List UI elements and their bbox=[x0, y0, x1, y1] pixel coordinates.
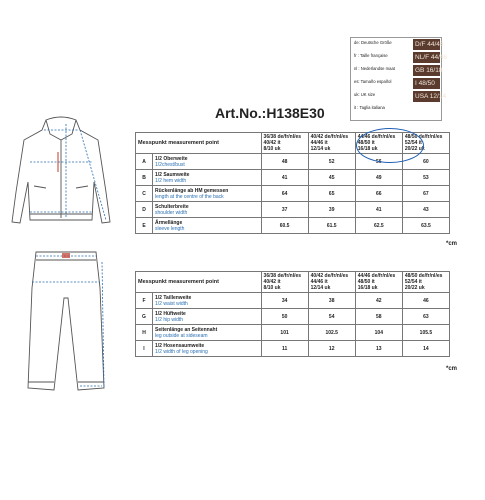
pants-size-table bbox=[135, 271, 450, 357]
size-header: 40/42 de/fr/nl/es 44/46 it 12/14 uk bbox=[308, 272, 355, 293]
table-row: C Rückenlänge ab HM gemessen length at the centre of the back 64 65 66 67 bbox=[136, 186, 450, 202]
size-legend bbox=[350, 37, 448, 121]
legend-row: uk: UK size USA 12/14 bbox=[354, 92, 447, 100]
table-row: D Schulterbreite shoulder width 37 39 41 43 bbox=[136, 202, 450, 218]
size-header: 44/46 de/fr/nl/es 48/50 it 16/18 uk bbox=[355, 133, 402, 154]
size-header: 48/50 de/fr/nl/es 52/54 it 20/22 uk bbox=[402, 272, 449, 293]
pants-sketch-icon bbox=[22, 248, 112, 398]
size-tag: NL/F 44/46 bbox=[415, 54, 448, 61]
size-header: 40/42 de/fr/nl/es 44/46 it 12/14 uk bbox=[308, 133, 355, 154]
table-row: I 1/2 Hosensaumweite 1/2 width of leg opening 11 12 13 14 bbox=[136, 341, 450, 357]
legend-row: nl : Nederlandse maat GB 16/18 bbox=[354, 66, 443, 74]
unit-label: *cm bbox=[446, 241, 458, 247]
highlight-circle bbox=[356, 128, 424, 163]
size-header: 44/46 de/fr/nl/es 48/50 it 16/18 uk bbox=[355, 272, 402, 293]
article-number: Art.No.:H138E30 bbox=[215, 105, 325, 121]
size-tag: USA 12/14 bbox=[415, 93, 447, 100]
legend-row: es: Tamaño español I 48/50 bbox=[351, 77, 441, 90]
table-header-row: Messpunkt measurement point 36/38 de/fr/nl/es 40/42 it 8/10 uk 40/42 de/fr/nl/es 44/46 it 12/14 uk 44/46 de/fr/nl/es 48/50 it 16/18 uk 48/50 de/fr/nl/es 52/54 it 20/22 uk bbox=[136, 272, 450, 293]
legend-row: it : Taglia italiana bbox=[354, 105, 385, 110]
table-row: E Ärmellänge sleeve length 60.5 61.5 62.5 63.5 bbox=[136, 218, 450, 234]
unit-label: *cm bbox=[446, 366, 458, 372]
size-tag: I 48/50 bbox=[413, 78, 440, 89]
jacket-sketch-icon bbox=[6, 112, 116, 232]
table-row: F 1/2 Taillenweite 1/2 waist width 34 38 42 46 bbox=[136, 293, 450, 309]
size-header: 36/38 de/fr/nl/es 40/42 it 8/10 uk bbox=[261, 133, 308, 154]
size-header: 48/50 de/fr/nl/es 52/54 it 20/22 uk bbox=[402, 133, 449, 154]
size-tag: GB 16/18 bbox=[415, 67, 443, 74]
table-row: H Seitenlänge an Seitennaht leg outside at sideseam 101 102.5 104 105.5 bbox=[136, 325, 450, 341]
legend-row: fr : Taille française NL/F 44/46 bbox=[354, 53, 448, 61]
size-header: 36/38 de/fr/nl/es 40/42 it 8/10 uk bbox=[261, 272, 308, 293]
table-header-row: Messpunkt measurement point 36/38 de/fr/nl/es 40/42 it 8/10 uk 40/42 de/fr/nl/es 44/46 it 12/14 uk 44/46 de/fr/nl/es 48/50 it 16/18 uk 48/50 de/fr/nl/es 52/54 it 20/22 uk bbox=[136, 133, 450, 154]
table-row: G 1/2 Hüftweite 1/2 hip width 50 54 58 63 bbox=[136, 309, 450, 325]
table-row: A 1/2 Oberweite 1/2chest/bust 48 52 56 60 bbox=[136, 154, 450, 170]
table-row: B 1/2 Saumweite 1/2 hem width 41 45 49 53 bbox=[136, 170, 450, 186]
size-tag: D/F 44/46 bbox=[415, 41, 444, 48]
legend-row: de: Deutsche Größe D/F 44/46 bbox=[354, 40, 444, 48]
